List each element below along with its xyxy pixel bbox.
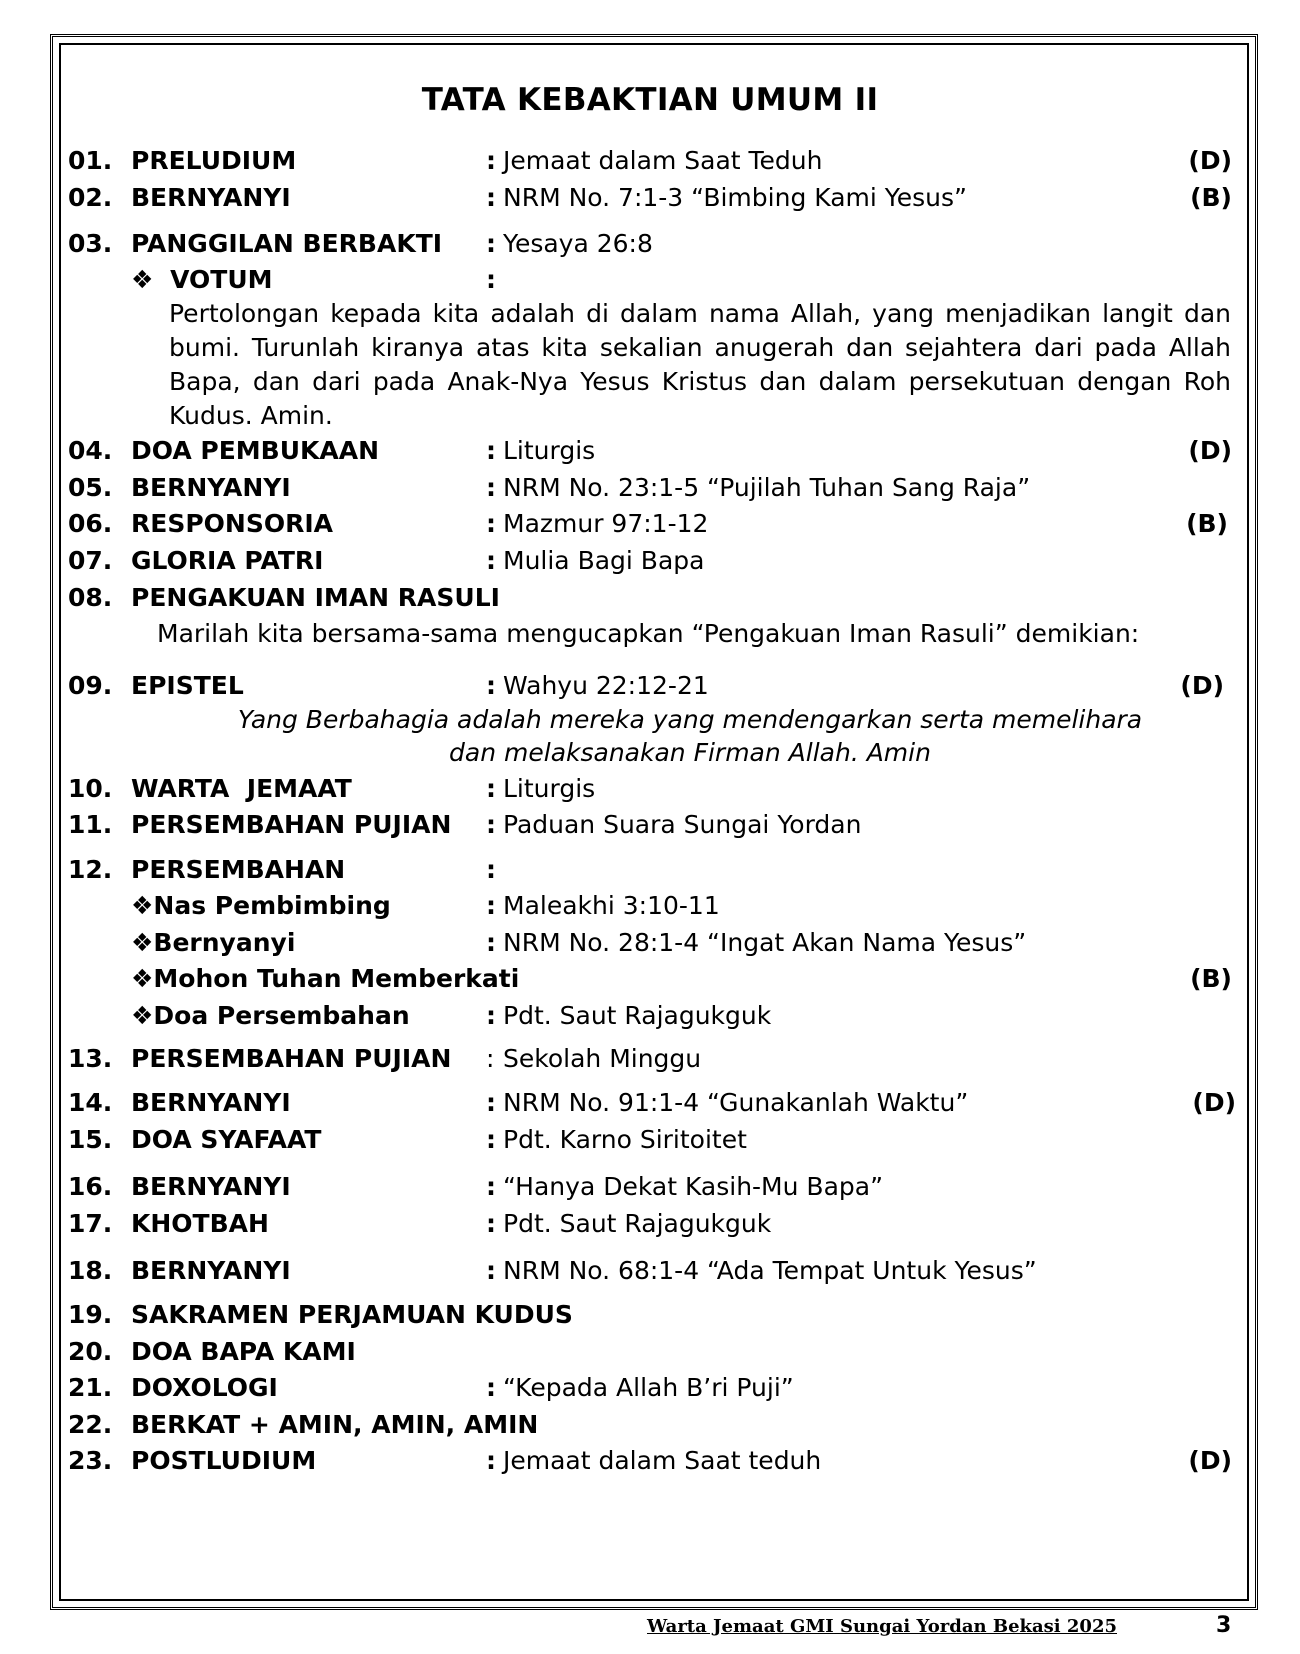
- item-value: Pdt. Karno Siritoitet: [503, 1125, 747, 1154]
- item-value: Liturgis: [503, 436, 596, 465]
- item-label: Mohon Tuhan Memberkati: [153, 964, 520, 993]
- item-value: Mazmur 97:1-12: [503, 509, 709, 538]
- item-code: (B): [1190, 183, 1232, 212]
- item-label: BERKAT + AMIN, AMIN, AMIN: [131, 1410, 539, 1439]
- liturgy-item-18: [0, 1256, 1300, 1290]
- offering-subitem: [0, 1001, 1300, 1035]
- item-label: GLORIA PATRI: [131, 546, 324, 575]
- item-label: EPISTEL: [131, 671, 244, 700]
- item-colon: :: [486, 1044, 495, 1073]
- item-colon: :: [486, 1172, 496, 1201]
- item-colon: :: [486, 229, 496, 258]
- offering-subitem: [0, 891, 1300, 925]
- item-colon: :: [486, 509, 496, 538]
- item-number: 23.: [68, 1446, 113, 1475]
- item-label: PRELUDIUM: [131, 146, 297, 175]
- item-code: (D): [1188, 1446, 1232, 1475]
- item-colon: :: [486, 1256, 496, 1285]
- diamond-bullet-icon: ❖: [131, 964, 154, 993]
- item-label: VOTUM: [170, 265, 273, 294]
- diamond-bullet-icon: ❖: [131, 891, 154, 920]
- item-value: Wahyu 22:12-21: [503, 671, 709, 700]
- liturgy-item-01: [0, 146, 1300, 180]
- votum-heading: [0, 265, 1300, 299]
- epistel-response-line: Yang Berbahagia adalah mereka yang mendengarkan serta memelihara: [237, 705, 1143, 734]
- item-value: Mulia Bagi Bapa: [503, 546, 705, 575]
- item-number: 09.: [68, 671, 113, 700]
- item-label: PERSEMBAHAN PUJIAN: [131, 1044, 452, 1073]
- page-number: 3: [1216, 1613, 1232, 1638]
- item-value: NRM No. 23:1-5 “Pujilah Tuhan Sang Raja”: [503, 473, 1031, 502]
- item-label: BERNYANYI: [131, 1256, 291, 1285]
- item-label: BERNYANYI: [131, 183, 291, 212]
- item-label: BERNYANYI: [131, 1088, 291, 1117]
- item-colon: :: [486, 1125, 496, 1154]
- item-colon: :: [486, 436, 496, 465]
- item-value: Sekolah Minggu: [503, 1044, 702, 1073]
- liturgy-item-13: [0, 1044, 1300, 1078]
- liturgy-item-14: [0, 1088, 1300, 1122]
- item-number: 10.: [68, 774, 113, 803]
- item-label: BERNYANYI: [131, 473, 291, 502]
- liturgy-item-20: [0, 1337, 1300, 1371]
- item-label: PERSEMBAHAN: [131, 855, 346, 884]
- liturgy-item-12: [0, 855, 1300, 889]
- liturgy-item-06: [0, 509, 1300, 543]
- liturgy-item-07: [0, 546, 1300, 580]
- diamond-bullet-icon: ❖: [131, 1001, 154, 1030]
- item-colon: :: [486, 774, 496, 803]
- item-value: NRM No. 68:1-4 “Ada Tempat Untuk Yesus”: [503, 1256, 1037, 1285]
- item-label: DOA PEMBUKAAN: [131, 436, 380, 465]
- item-number: 20.: [68, 1337, 113, 1366]
- item-colon: :: [486, 265, 496, 294]
- item-number: 01.: [68, 146, 113, 175]
- item-colon: :: [486, 473, 496, 502]
- item-label: Doa Persembahan: [153, 1001, 410, 1030]
- item-colon: :: [486, 1209, 496, 1238]
- item-label: RESPONSORIA: [131, 509, 333, 538]
- item-value: Liturgis: [503, 774, 596, 803]
- item-number: 04.: [68, 436, 113, 465]
- item-label: SAKRAMEN PERJAMUAN KUDUS: [131, 1300, 573, 1329]
- item-colon: :: [486, 810, 496, 839]
- item-colon: :: [486, 891, 496, 920]
- item-colon: :: [486, 671, 496, 700]
- offering-subitem: [0, 964, 1300, 998]
- liturgy-item-23: [0, 1446, 1300, 1480]
- item-value: NRM No. 28:1-4 “Ingat Akan Nama Yesus”: [503, 928, 1027, 957]
- item-label: PENGAKUAN IMAN RASULI: [131, 583, 500, 612]
- item-number: 11.: [68, 810, 113, 839]
- diamond-bullet-icon: ❖: [131, 265, 154, 294]
- liturgy-item-17: [0, 1209, 1300, 1243]
- liturgy-item-05: [0, 473, 1300, 507]
- item-colon: :: [486, 928, 496, 957]
- item-colon: :: [486, 1446, 496, 1475]
- item-number: 06.: [68, 509, 113, 538]
- offering-subitem: [0, 928, 1300, 962]
- item-number: 18.: [68, 1256, 113, 1285]
- epistel-response-line: dan melaksanakan Firman Allah. Amin: [449, 738, 931, 767]
- item-code: (D): [1188, 146, 1232, 175]
- item-value: “Hanya Dekat Kasih-Mu Bapa”: [503, 1172, 884, 1201]
- item-value: Pdt. Saut Rajagukguk: [503, 1001, 772, 1030]
- item-value: Paduan Suara Sungai Yordan: [503, 810, 862, 839]
- item-number: 05.: [68, 473, 113, 502]
- item-colon: :: [486, 183, 496, 212]
- liturgy-item-19: [0, 1300, 1300, 1334]
- liturgy-item-09: [0, 671, 1300, 705]
- item-number: 22.: [68, 1410, 113, 1439]
- item-label: WARTA JEMAAT: [131, 774, 352, 803]
- item-colon: :: [486, 1373, 496, 1402]
- item-value: Jemaat dalam Saat teduh: [503, 1446, 822, 1475]
- item-code: (D): [1188, 436, 1232, 465]
- diamond-bullet-icon: ❖: [131, 928, 154, 957]
- item-code: (D): [1180, 671, 1224, 700]
- item-number: 15.: [68, 1125, 113, 1154]
- item-value: NRM No. 7:1-3 “Bimbing Kami Yesus”: [503, 183, 967, 212]
- item-value: Pdt. Saut Rajagukguk: [503, 1209, 772, 1238]
- item-label: DOA SYAFAAT: [131, 1125, 322, 1154]
- item-number: 17.: [68, 1209, 113, 1238]
- item-value: Jemaat dalam Saat Teduh: [503, 146, 823, 175]
- liturgy-item-02: [0, 183, 1300, 217]
- item-label: PANGGILAN BERBAKTI: [131, 229, 443, 258]
- item-code: (B): [1186, 509, 1228, 538]
- item-code: (D): [1192, 1088, 1236, 1117]
- item-label: PERSEMBAHAN PUJIAN: [131, 810, 452, 839]
- item-colon: :: [486, 1001, 496, 1030]
- item-label: DOA BAPA KAMI: [131, 1337, 356, 1366]
- creed-invitation: Marilah kita bersama-sama mengucapkan “Pengakuan Iman Rasuli” demikian:: [157, 619, 1140, 648]
- liturgy-item-21: [0, 1373, 1300, 1407]
- liturgy-item-10: [0, 774, 1300, 808]
- item-label: KHOTBAH: [131, 1209, 269, 1238]
- liturgy-item-11: [0, 810, 1300, 844]
- page-title: TATA KEBAKTIAN UMUM II: [421, 82, 879, 118]
- item-value: “Kepada Allah B’ri Puji”: [503, 1373, 794, 1402]
- votum-text: Pertolongan kepada kita adalah di dalam nama Allah, yang menjadikan langit dan bumi. Turunlah kiranya atas kita sekalian anugerah dan sejahtera dari pada Allah Bapa, dan dari pada Anak-Nya Yesus Kristus dan dalam persekutuan dengan Roh Kudus. Amin.: [169, 299, 1231, 430]
- item-value: Maleakhi 3:10-11: [503, 891, 720, 920]
- item-number: 13.: [68, 1044, 113, 1073]
- item-number: 07.: [68, 546, 113, 575]
- liturgy-item-03: [0, 229, 1300, 263]
- item-number: 16.: [68, 1172, 113, 1201]
- liturgy-item-15: [0, 1125, 1300, 1159]
- item-label: DOXOLOGI: [131, 1373, 278, 1402]
- item-colon: :: [486, 1088, 496, 1117]
- item-code: (B): [1190, 964, 1232, 993]
- item-number: 02.: [68, 183, 113, 212]
- liturgy-item-08: [0, 583, 1300, 617]
- item-number: 21.: [68, 1373, 113, 1402]
- liturgy-item-04: [0, 436, 1300, 470]
- liturgy-item-16: [0, 1172, 1300, 1206]
- item-number: 03.: [68, 229, 113, 258]
- liturgy-item-22: [0, 1410, 1300, 1444]
- item-colon: :: [486, 855, 496, 884]
- item-label: Nas Pembimbing: [153, 891, 391, 920]
- item-colon: :: [486, 146, 496, 175]
- item-colon: :: [486, 546, 496, 575]
- item-value: Yesaya 26:8: [503, 229, 653, 258]
- epistel-response: [230, 703, 1150, 769]
- footer-publication: Warta Jemaat GMI Sungai Yordan Bekasi 2025: [647, 1616, 1117, 1637]
- item-label: BERNYANYI: [131, 1172, 291, 1201]
- item-number: 19.: [68, 1300, 113, 1329]
- item-number: 14.: [68, 1088, 113, 1117]
- item-number: 08.: [68, 583, 113, 612]
- item-number: 12.: [68, 855, 113, 884]
- item-label: POSTLUDIUM: [131, 1446, 317, 1475]
- item-label: Bernyanyi: [153, 928, 296, 957]
- item-value: NRM No. 91:1-4 “Gunakanlah Waktu”: [503, 1088, 969, 1117]
